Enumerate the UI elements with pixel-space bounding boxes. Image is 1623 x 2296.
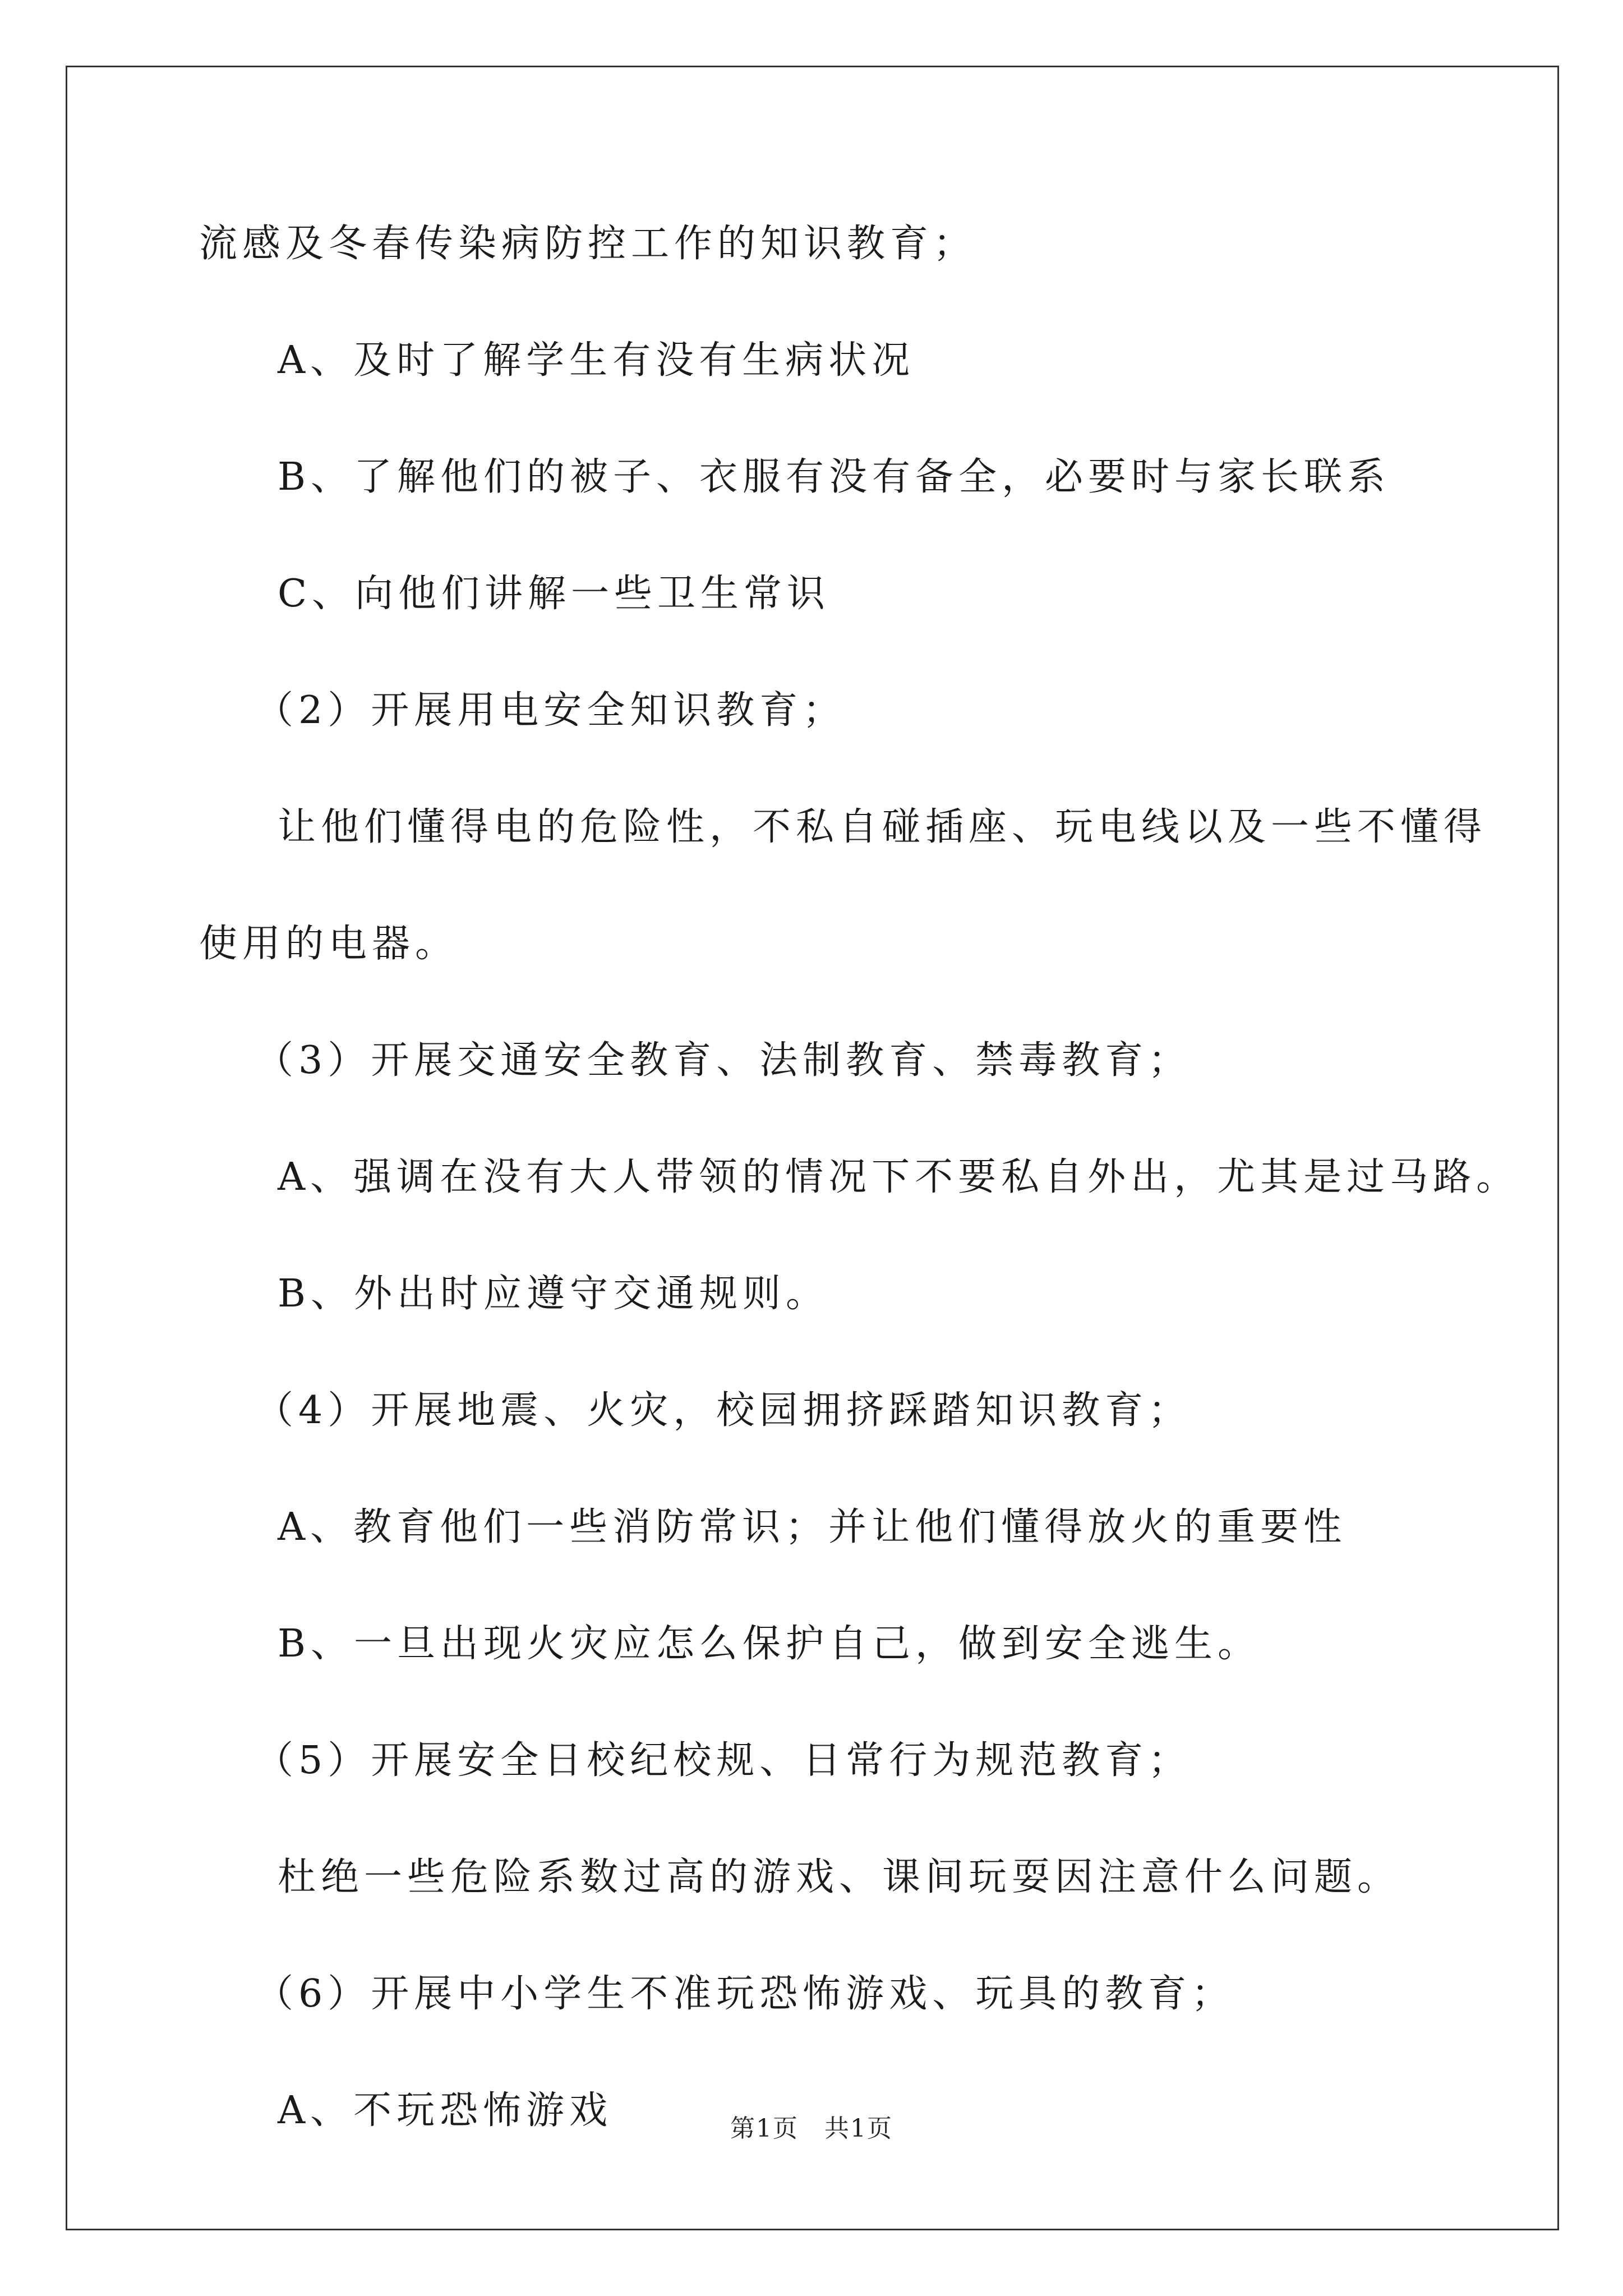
- paragraph-line: 让他们懂得电的危险性，不私自碰插座、玩电线以及一些不懂得: [278, 805, 1487, 849]
- document-body: [199, 222, 1520, 2205]
- section-heading: （5）开展安全日校纪校规、日常行为规范教育；: [255, 1738, 1192, 1783]
- section-heading: （2）开展用电安全知识教育；: [255, 688, 846, 733]
- paragraph-line: A、及时了解学生有没有生病状况: [278, 338, 915, 383]
- paragraph-line: 流感及冬春传染病防控工作的知识教育；: [199, 222, 977, 266]
- section-heading: （6）开展中小学生不准玩恐怖游戏、玩具的教育；: [255, 1972, 1235, 2016]
- page-number-footer: 第1页 共1页: [730, 2114, 893, 2143]
- paragraph-line: 使用的电器。: [199, 922, 459, 966]
- paragraph-line: B、一旦出现火灾应怎么保护自己，做到安全逃生。: [278, 1622, 1261, 1666]
- paragraph-line: B、外出时应遵守交通规则。: [278, 1272, 829, 1316]
- section-heading: （3）开展交通安全教育、法制教育、禁毒教育；: [255, 1038, 1192, 1083]
- section-heading: （4）开展地震、火灾，校园拥挤踩踏知识教育；: [255, 1388, 1192, 1433]
- paragraph-line: 杜绝一些危险系数过高的游戏、课间玩耍因注意什么问题。: [278, 1855, 1401, 1899]
- paragraph-line: A、强调在没有大人带领的情况下不要私自外出，尤其是过马路。: [278, 1155, 1520, 1199]
- paragraph-line: A、不玩恐怖游戏: [278, 2088, 613, 2133]
- paragraph-line: A、教育他们一些消防常识；并让他们懂得放火的重要性: [278, 1505, 1347, 1549]
- paragraph-line: C、向他们讲解一些卫生常识: [278, 572, 831, 616]
- paragraph-line: B、了解他们的被子、衣服有没有备全，必要时与家长联系: [278, 455, 1390, 499]
